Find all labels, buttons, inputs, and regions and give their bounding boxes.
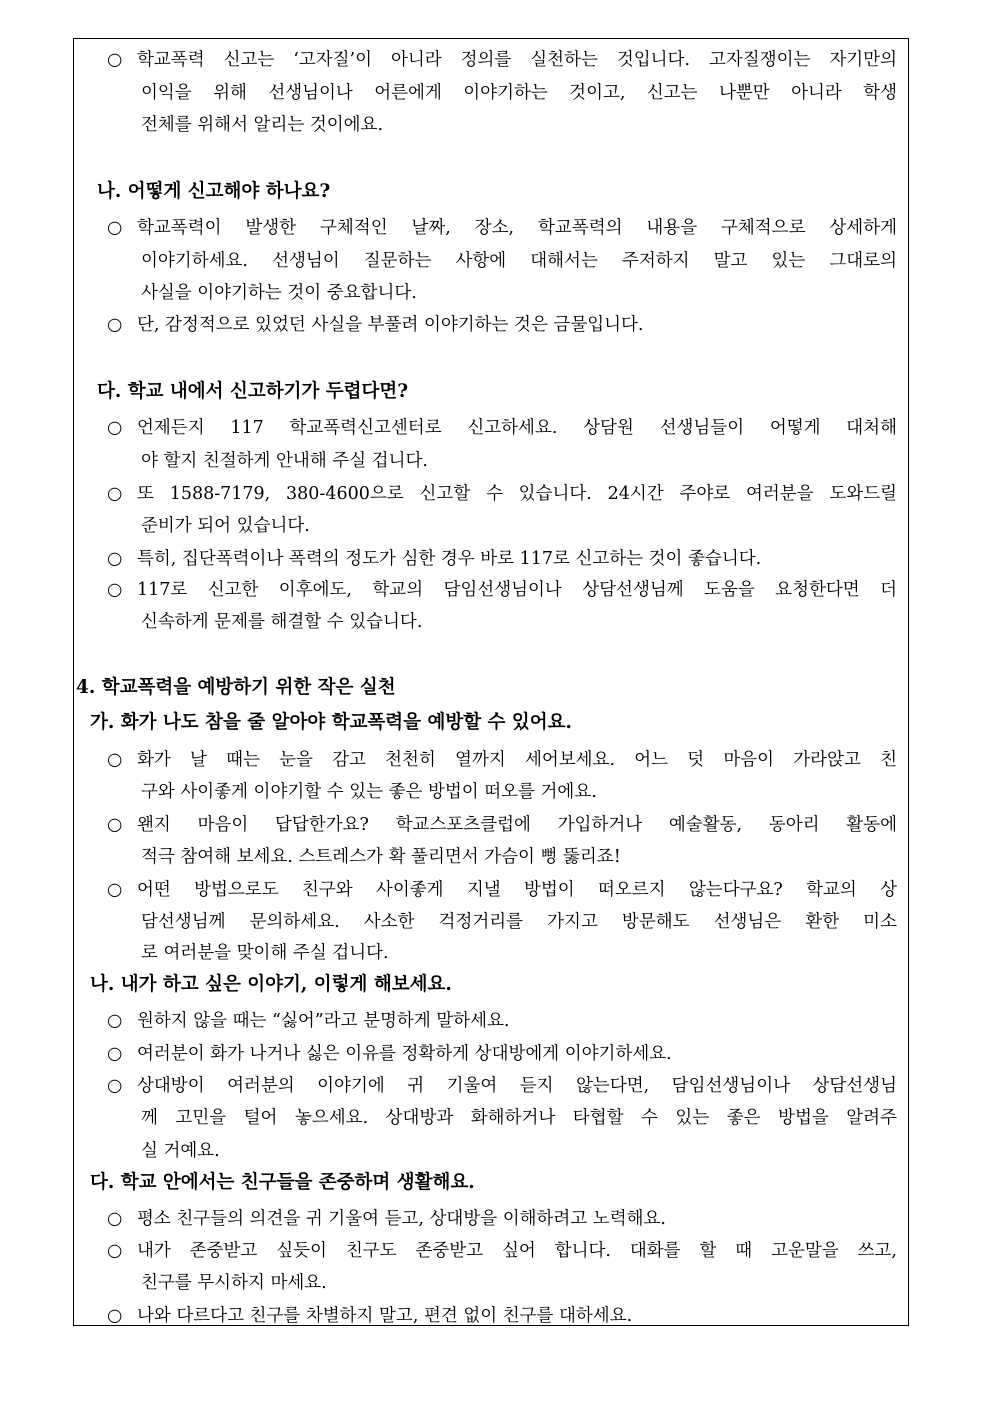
bullet-icon: ○ xyxy=(107,750,123,770)
subheading-how-to-report: 나. 어떻게 신고해야 하나요? xyxy=(97,181,331,202)
list-item-line: 화가 날 때는 눈을 감고 천천히 열까지 세어보세요. 어느 덧 마음이 가라앉고 친 xyxy=(137,750,897,770)
subheading-fear-of-reporting: 다. 학교 내에서 신고하기가 두렵다면? xyxy=(97,381,409,402)
list-item-line: 상대방이 여러분의 이야기에 귀 기울여 듣지 않는다면, 담임선생님이나 상담선생님 xyxy=(137,1076,897,1096)
list-item-line: 이야기하세요. 선생님이 질문하는 사항에 대해서는 주저하지 말고 있는 그대로의 xyxy=(141,251,897,271)
bullet-icon: ○ xyxy=(107,1076,123,1096)
list-item-line: 적극 참여해 보세요. 스트레스가 확 풀리면서 가슴이 뻥 뚫리죠! xyxy=(141,847,621,867)
list-item-line: 원하지 않을 때는 “싫어”라고 분명하게 말하세요. xyxy=(137,1011,510,1031)
bullet-icon: ○ xyxy=(107,418,123,438)
paragraph-line: 이익을 위해 선생님이나 어른에게 이야기하는 것이고, 신고는 나뿐만 아니라 학생 xyxy=(141,83,897,103)
subheading-anger-control: 가. 화가 나도 참을 줄 알아야 학교폭력을 예방할 수 있어요. xyxy=(90,712,572,733)
bullet-icon: ○ xyxy=(107,50,123,70)
list-item-line: 117로 신고한 이후에도, 학교의 담임선생님이나 상담선생님께 도움을 요청한다면 더 xyxy=(137,580,897,600)
list-item-line: 실 거예요. xyxy=(141,1141,220,1161)
list-item-line: 학교폭력이 발생한 구체적인 날짜, 장소, 학교폭력의 내용을 구체적으로 상세하게 xyxy=(137,218,897,238)
list-item-line: 구와 사이좋게 이야기할 수 있는 좋은 방법이 떠오를 거에요. xyxy=(141,782,597,802)
bullet-icon: ○ xyxy=(107,484,123,504)
bullet-icon: ○ xyxy=(107,1011,123,1031)
bullet-icon: ○ xyxy=(107,315,123,335)
list-item-line: 언제든지 117 학교폭력신고센터로 신고하세요. 상담원 선생님들이 어떻게 대처해 xyxy=(137,418,897,438)
list-item-line: 단, 감정적으로 있었던 사실을 부풀려 이야기하는 것은 금물입니다. xyxy=(137,315,644,335)
paragraph-line: 학교폭력 신고는 ‘고자질’이 아니라 정의를 실천하는 것입니다. 고자질쟁이는 자기만의 xyxy=(137,50,897,70)
bullet-icon: ○ xyxy=(107,880,123,900)
bullet-icon: ○ xyxy=(107,1306,123,1326)
list-item-line: 여러분이 화가 나거나 싫은 이유를 정확하게 상대방에게 이야기하세요. xyxy=(137,1044,672,1064)
list-item-line: 준비가 되어 있습니다. xyxy=(141,516,310,536)
bullet-icon: ○ xyxy=(107,815,123,835)
list-item-line: 사실을 이야기하는 것이 중요합니다. xyxy=(141,283,417,303)
subheading-expression: 나. 내가 하고 싶은 이야기, 이렇게 해보세요. xyxy=(90,974,452,995)
list-item-line: 어떤 방법으로도 친구와 사이좋게 지낼 방법이 떠오르지 않는다구요? 학교의 상 xyxy=(137,880,897,900)
bullet-icon: ○ xyxy=(107,549,123,569)
bullet-icon: ○ xyxy=(107,580,123,600)
list-item-line: 신속하게 문제를 해결할 수 있습니다. xyxy=(141,612,423,632)
list-item-line: 친구를 무시하지 마세요. xyxy=(141,1273,327,1293)
list-item-line: 야 할지 친절하게 안내해 주실 겁니다. xyxy=(141,451,428,471)
list-item-line: 또 1588-7179, 380-4600으로 신고할 수 있습니다. 24시간 주야로 여러분을 도와드릴 xyxy=(137,484,897,504)
bullet-icon: ○ xyxy=(107,218,123,238)
list-item-line: 담선생님께 문의하세요. 사소한 걱정거리를 가지고 방문해도 선생님은 환한 미소 xyxy=(141,912,897,932)
section-title: 4. 학교폭력을 예방하기 위한 작은 실천 xyxy=(76,677,396,698)
subheading-respect: 다. 학교 안에서는 친구들을 존중하며 생활해요. xyxy=(90,1172,475,1193)
list-item-line: 평소 친구들의 의견을 귀 기울여 듣고, 상대방을 이해하려고 노력해요. xyxy=(137,1209,666,1229)
paragraph-line: 전체를 위해서 알리는 것이에요. xyxy=(141,115,384,135)
list-item-line: 나와 다르다고 친구를 차별하지 말고, 편견 없이 친구를 대하세요. xyxy=(137,1306,633,1326)
bullet-icon: ○ xyxy=(107,1241,123,1261)
list-item-line: 내가 존중받고 싶듯이 친구도 존중받고 싶어 합니다. 대화를 할 때 고운말을 쓰고, xyxy=(137,1241,897,1261)
bullet-icon: ○ xyxy=(107,1209,123,1229)
list-item-line: 로 여러분을 맞이해 주실 겁니다. xyxy=(141,943,389,963)
list-item-line: 께 고민을 털어 놓으세요. 상대방과 화해하거나 타협할 수 있는 좋은 방법을 알려주 xyxy=(141,1108,897,1128)
list-item-line: 왠지 마음이 답답한가요? 학교스포츠클럽에 가입하거나 예술활동, 동아리 활동에 xyxy=(137,815,897,835)
bullet-icon: ○ xyxy=(107,1044,123,1064)
list-item-line: 특히, 집단폭력이나 폭력의 정도가 심한 경우 바로 117로 신고하는 것이 좋습니다. xyxy=(137,549,762,569)
